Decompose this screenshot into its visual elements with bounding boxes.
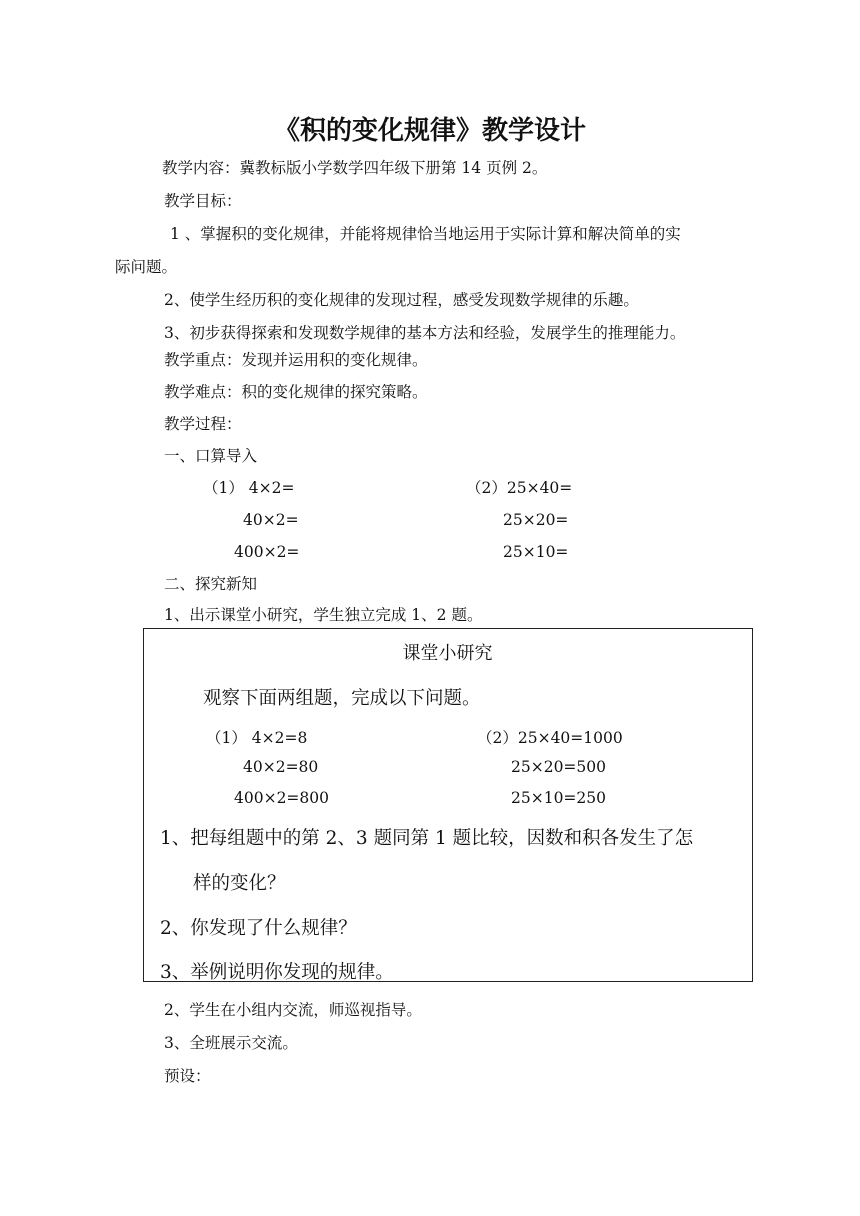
teaching-content: 教学内容：冀教标版小学数学四年级下册第 14 页例 2。 xyxy=(162,159,548,177)
process-heading: 教学过程： xyxy=(164,415,242,433)
research-box-intro: 观察下面两组题，完成以下问题。 xyxy=(203,688,481,709)
difficulty: 教学难点：积的变化规律的探究策略。 xyxy=(164,383,428,401)
goals-heading: 教学目标： xyxy=(164,192,242,210)
goal-1-line-1: 1 、掌握积的变化规律，并能将规律恰当地运用于实际计算和解决简单的实 xyxy=(170,225,681,243)
oral-group1-item2: 40×2= xyxy=(243,511,299,529)
research-group1-item2: 40×2=80 xyxy=(243,758,319,776)
research-group2-item3: 25×10=250 xyxy=(511,789,607,807)
oral-group1-item3: 400×2= xyxy=(234,543,300,561)
section-2-heading: 二、探究新知 xyxy=(164,575,258,593)
step-1: 1、出示课堂小研究，学生独立完成 1、2 题。 xyxy=(164,606,483,624)
oral-group1-item1: （1） 4×2= xyxy=(203,479,295,497)
question-1-line-1: 1、把每组题中的第 2、3 题同第 1 题比较，因数和积各发生了怎 xyxy=(160,828,694,849)
question-1-line-2: 样的变化？ xyxy=(193,873,286,894)
question-2: 2、你发现了什么规律？ xyxy=(160,918,357,939)
step-2: 2、学生在小组内交流，师巡视指导。 xyxy=(164,1001,422,1019)
oral-group2-item2: 25×20= xyxy=(503,511,569,529)
research-group1-item3: 400×2=800 xyxy=(234,789,330,807)
research-group2-item1: （2）25×40=1000 xyxy=(477,729,623,747)
research-box-title: 课堂小研究 xyxy=(402,643,493,664)
section-1-heading: 一、口算导入 xyxy=(164,447,258,465)
question-3: 3、举例说明你发现的规律。 xyxy=(160,962,394,983)
research-group1-item1: （1） 4×2=8 xyxy=(206,729,308,747)
step-3: 3、全班展示交流。 xyxy=(164,1034,298,1052)
research-box xyxy=(143,628,753,982)
goal-3: 3、初步获得探索和发现数学规律的基本方法和经验，发展学生的推理能力。 xyxy=(164,324,686,342)
goal-2: 2、使学生经历积的变化规律的发现过程，感受发现数学规律的乐趣。 xyxy=(164,291,639,309)
preset-label: 预设： xyxy=(164,1067,211,1085)
research-group2-item2: 25×20=500 xyxy=(511,758,607,776)
oral-group2-item3: 25×10= xyxy=(503,543,569,561)
goal-1-line-2: 际问题。 xyxy=(115,258,178,276)
key-point: 教学重点：发现并运用积的变化规律。 xyxy=(164,351,428,369)
oral-group2-item1: （2）25×40= xyxy=(466,479,573,497)
page-title: 《积的变化规律》教学设计 xyxy=(273,116,586,146)
